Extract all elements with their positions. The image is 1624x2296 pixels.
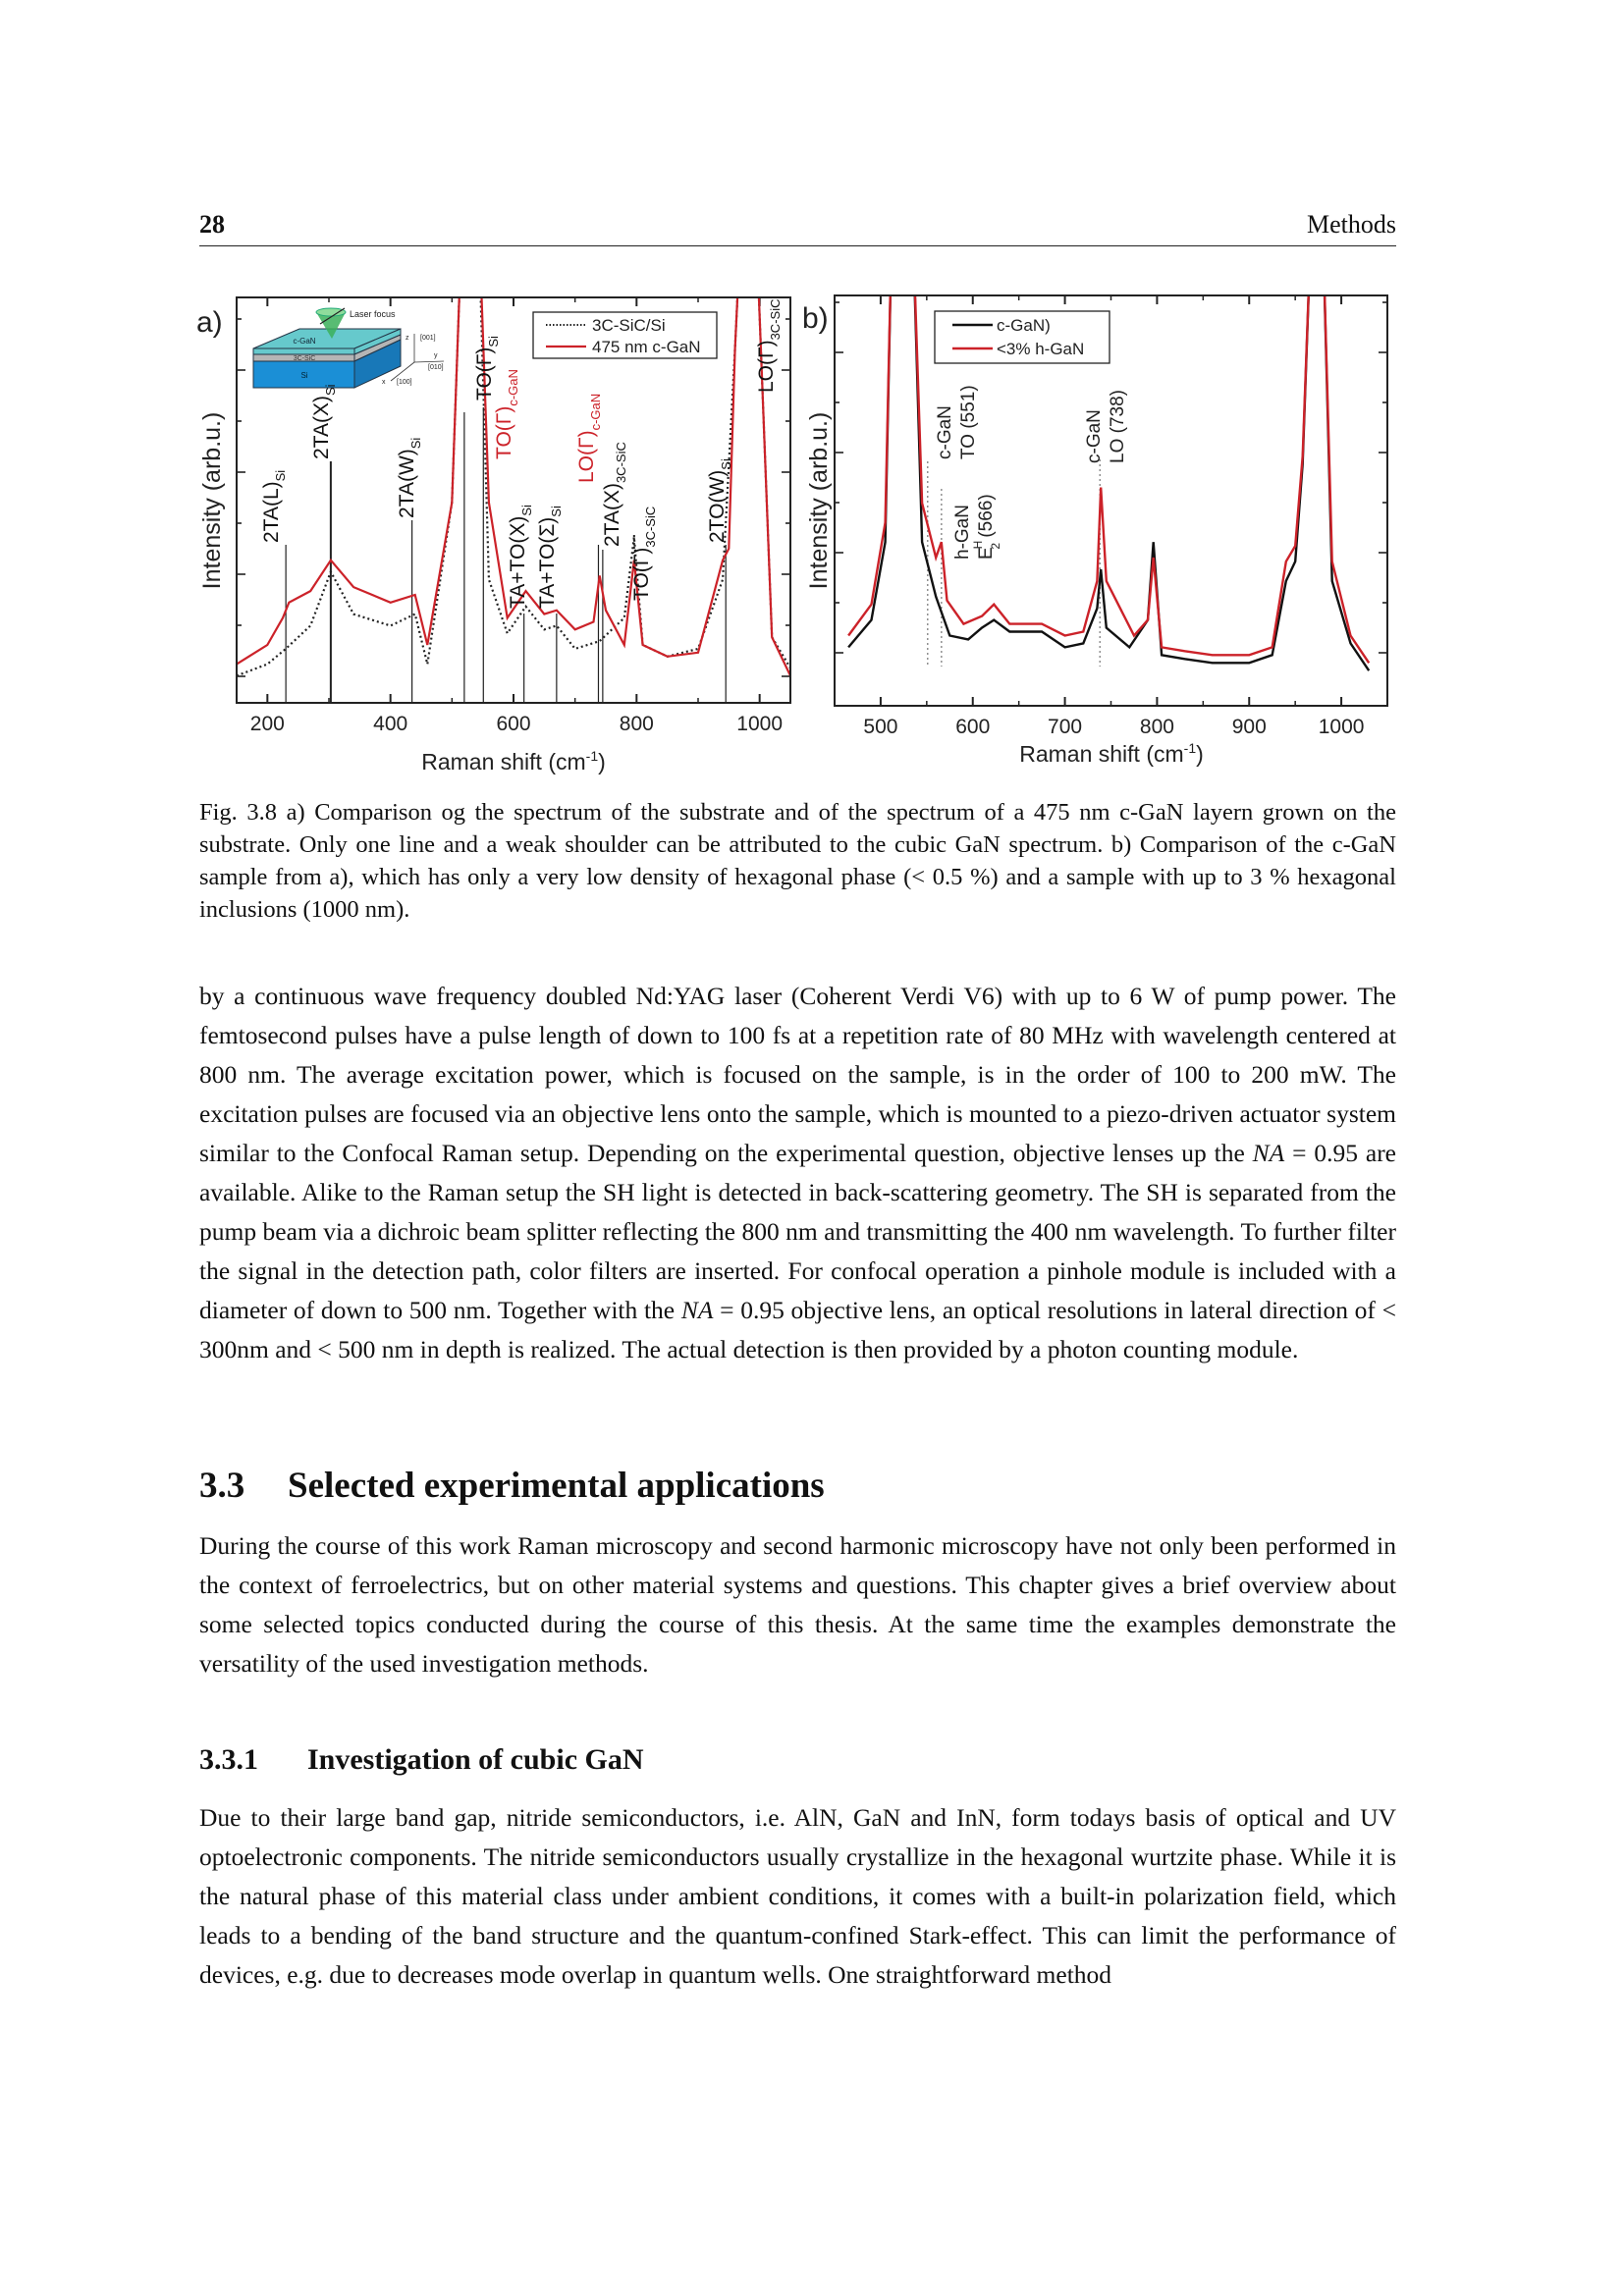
subsection-heading <box>199 1743 644 1777</box>
figure-3-8 <box>191 281 1399 781</box>
section-title: Selected experimental applications <box>288 1466 825 1506</box>
svg-text:3C-SiC: 3C-SiC <box>293 355 316 362</box>
svg-text:200: 200 <box>249 713 285 735</box>
anno-c-gan-lo-line2: LO (738) <box>1108 390 1128 463</box>
panel-b-xtick-labels <box>863 716 1364 738</box>
anno-c-gan-to-line2: TO (551) <box>958 385 979 459</box>
legend-item-475nm-c-gan: 475 nm c-GaN <box>592 338 701 356</box>
svg-text:500: 500 <box>863 716 898 738</box>
legend-item-3pct-h-gan: <3% h-GaN <box>997 340 1085 358</box>
anno-c-gan-to-line1: c-GaN <box>935 405 955 459</box>
anno-c-gan-lo-line1: c-GaN <box>1084 409 1105 463</box>
svg-text:900: 900 <box>1231 716 1267 738</box>
laser-focus-label: Laser focus <box>350 309 396 319</box>
header-rule <box>199 245 1396 246</box>
panel-a-ylabel: Intensity (arb.u.) <box>198 411 226 590</box>
subsection-number: 3.3.1 <box>199 1743 258 1776</box>
peak-label: $2TA(W)_{Si}$ <box>396 437 423 518</box>
panel-b-legend <box>935 311 1110 363</box>
svg-text:800: 800 <box>1139 716 1174 738</box>
panel-b-ylabel: Intensity (arb.u.) <box>805 411 833 590</box>
svg-text:Si: Si <box>300 371 308 380</box>
anno-h-gan-line2: EH 2 (566) <box>971 494 1002 560</box>
legend-item-3c-sic-si: 3C-SiC/Si <box>592 316 666 335</box>
peak-label: $TO(\Gamma)_{Si}$ <box>473 336 501 400</box>
figure-caption: Fig. 3.8 a) Comparison og the spectrum of the substrate and of the spectrum of a 475 nm c-GaN layern grown on the substrate. Only one line and a weak shoulder can be attributed to the cubic GaN spectrum. b) Comparison of the c-GaN sample from a), which has only a very low density of hexagonal phase (< 0.5 %) and a sample with up to 3 % hexagonal inclusions (1000 nm). <box>199 799 1396 923</box>
svg-text:[010]: [010] <box>428 364 444 371</box>
svg-text:1000: 1000 <box>736 713 784 735</box>
svg-text:700: 700 <box>1048 716 1083 738</box>
svg-text:400: 400 <box>373 713 408 735</box>
peak-label: $TO(\Gamma)_{3C-SiC}$ <box>630 506 658 601</box>
svg-text:x: x <box>382 379 386 386</box>
body-paragraph-1: by a continuous wave frequency doubled Nd:YAG laser (Coherent Verdi V6) with up to 6 W of pump power. The femtosecond pulses have a pulse length of down to 100 fs at a repetition rate of 80 MHz with wavelength centered at 800 nm. The average excitation power, which is focused on the sample, is in the order of 100 to 200 mW. The excitation pulses are focused via an objective lens onto the sample, which is mounted to a piezo-driven actuator system similar to the Confocal Raman setup. Depending on the experimental question, objective lenses up the NA = 0.95 are available. Alike to the Raman setup the SH light is detected in back-scattering geometry. The SH is separated from the pump beam via a dichroic beam splitter reflecting the 800 nm and transmitting the 400 nm wavelength. To further filter the signal in the detection path, color filters are inserted. For confocal operation a pinhole module is included with a diameter of down to 500 nm. Together with the NA = 0.95 objective lens, an optical resolutions in lateral direction of < 300nm and < 500 nm in depth is realized. The actual detection is then provided by a photon counting module. <box>199 982 1397 1363</box>
panel-b-xlabel: Raman shift $(cm^{-1})$ <box>1019 740 1204 767</box>
svg-text:600: 600 <box>955 716 991 738</box>
panel-a <box>196 281 790 774</box>
body-paragraph-3: Due to their large band gap, nitride semiconductors, i.e. AlN, GaN and InN, form todays basis of optical and UV optoelectronic components. The nitride semiconductors usually crystallize in the hexagonal wurtzite phase. While it is the natural phase of this material class under ambient conditions, it comes with a built-in polarization field, which leads to a bending of the band structure and the quantum-confined Stark-effect. This can limit the performance of devices, e.g. due to decreases mode overlap in quantum wells. One straightforward method <box>199 1803 1396 1989</box>
panel-a-label: a) <box>196 306 223 339</box>
peak-label: $2TO(W)_{Si}$ <box>706 458 733 543</box>
peak-label: $2TA(X)_{Si}$ <box>310 384 338 459</box>
section-heading <box>199 1465 825 1507</box>
panel-a-xlabel: Raman shift $(cm^{-1})$ <box>421 748 606 774</box>
svg-text:c-GaN: c-GaN <box>293 337 316 346</box>
running-title: Methods <box>1307 210 1396 239</box>
peak-label: $2TA(X)_{3C-SiC}$ <box>601 442 628 547</box>
peak-label: $TO(\Gamma)_{c-GaN}$ <box>493 369 520 459</box>
subsection-title: Investigation of cubic GaN <box>307 1743 644 1776</box>
panel-a-xtick-labels <box>250 713 783 735</box>
svg-text:600: 600 <box>496 713 531 735</box>
panel-b <box>802 281 1387 767</box>
panel-b-label: b) <box>802 302 829 335</box>
peak-label: $LO(\Gamma)_{3C-SiC}$ <box>755 298 783 393</box>
svg-text:[100]: [100] <box>397 379 412 386</box>
section-number: 3.3 <box>199 1466 245 1506</box>
svg-text:z: z <box>406 335 409 342</box>
peak-label: $TA+TO(X)_{Si}$ <box>507 505 534 609</box>
raman-spectra-figure <box>191 281 1399 781</box>
anno-h-gan-line1: h-GaN <box>952 505 973 560</box>
peak-label: $LO(\Gamma)_{c-GaN}$ <box>575 393 603 483</box>
panel-a-legend <box>533 312 717 358</box>
page-number: 28 <box>199 210 225 239</box>
svg-text:y: y <box>434 352 438 359</box>
legend-item-c-gan: c-GaN) <box>997 316 1051 335</box>
peak-label: $2TA(L)_{Si}$ <box>260 469 288 543</box>
peak-label: $TA+TO(\Sigma)_{Si}$ <box>536 506 564 609</box>
svg-text:1000: 1000 <box>1318 716 1365 738</box>
svg-text:[001]: [001] <box>420 335 436 342</box>
body-paragraph-2: During the course of this work Raman microscopy and second harmonic microscopy have not only been performed in the context of ferroelectrics, but on other material systems and questions. This chapter gives a brief overview about some selected topics conducted during the course of this thesis. At the same time the examples demonstrate the versatility of the used investigation methods. <box>199 1531 1396 1678</box>
layer-stack-inset <box>253 308 444 388</box>
svg-text:800: 800 <box>619 713 654 735</box>
